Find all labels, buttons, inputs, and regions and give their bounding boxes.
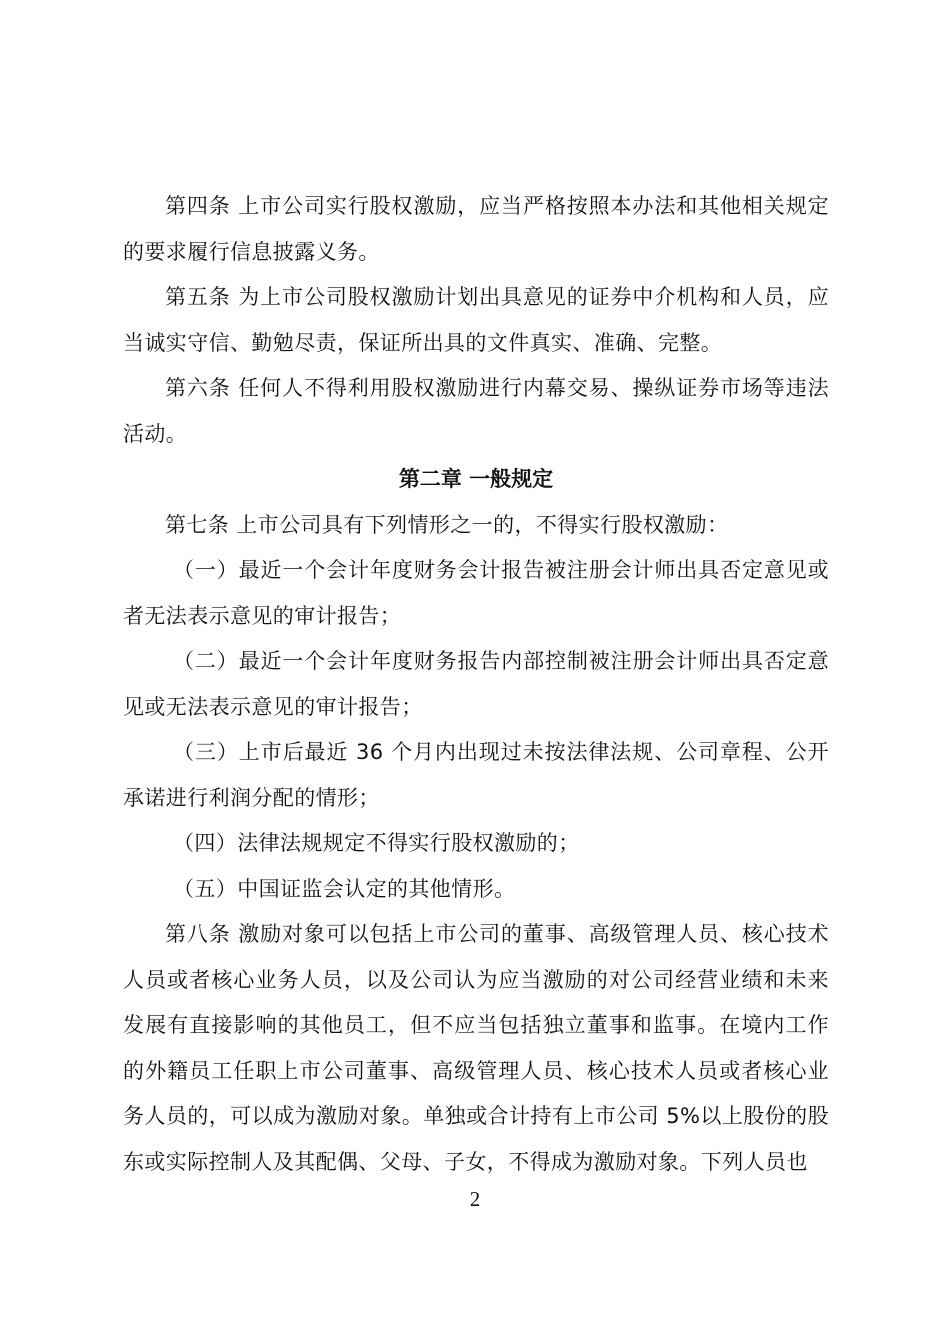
article-6: 第六条 任何人不得利用股权激励进行内幕交易、操纵证券市场等违法活动。 bbox=[123, 376, 829, 446]
article-7-item-1: （一）最近一个会计年度财务会计报告被注册会计师出具否定意见或者无法表示意见的审计报告； bbox=[123, 558, 829, 628]
article-7-intro: 第七条 上市公司具有下列情形之一的，不得实行股权激励： bbox=[165, 512, 729, 537]
document-body bbox=[123, 184, 829, 1185]
article-5: 第五条 为上市公司股权激励计划出具意见的证券中介机构和人员，应当诚实守信、勤勉尽责，保证所出具的文件真实、准确、完整。 bbox=[123, 285, 829, 355]
article-7-item-4: （四）法律法规规定不得实行股权激励的； bbox=[173, 831, 580, 855]
article-4: 第四条 上市公司实行股权激励，应当严格按照本办法和其他相关规定的要求履行信息披露义务。 bbox=[123, 194, 829, 264]
article-8: 第八条 激励对象可以包括上市公司的董事、高级管理人员、核心技术人员或者核心业务人员，以及公司认为应当激励的对公司经营业绩和未来发展有直接影响的其他员工，但不应当包括独立董事和监事。在境内工作的外籍员工任职上市公司董事、高级管理人员、核心技术人员或者核心业务人员的，可以成为激励对象。单独或合计持有上市公司 5%以上股份的股东或实际控制人及其配偶、父母、子女，不得成为激励对象。下列人员也 bbox=[123, 922, 829, 1174]
article-7-item-2: （二）最近一个会计年度财务报告内部控制被注册会计师出具否定意见或无法表示意见的审计报告； bbox=[123, 649, 829, 719]
article-7-item-5: （五）中国证监会认定的其他情形。 bbox=[173, 876, 516, 901]
article-7-item-3: （三）上市后最近 36 个月内出现过未按法律法规、公司章程、公开承诺进行利润分配的情形； bbox=[123, 740, 829, 810]
chapter-heading: 第二章 一般规定 bbox=[398, 467, 554, 491]
page-number: 2 bbox=[469, 1187, 481, 1211]
